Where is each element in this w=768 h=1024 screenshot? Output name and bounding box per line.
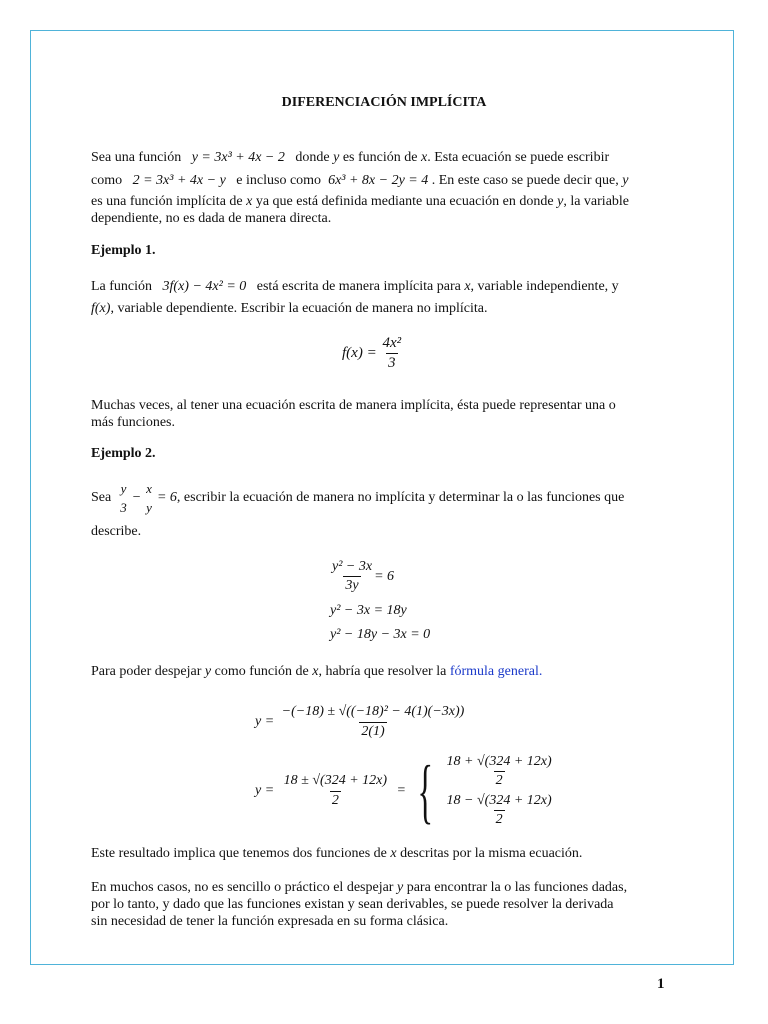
example-1-line-2: f(x), variable dependiente. Escribir la ecuación de manera no implícita. <box>91 301 488 316</box>
final-line-1: En muchos casos, no es sencillo o práctico el despejar y para encontrar la o las funciones dadas, <box>91 880 628 895</box>
final-line-2: por lo tanto, y dado que las funciones existan y sean derivables, se puede resolver la derivada <box>91 897 614 912</box>
quadratic-formula: y = $\frac{\text{−(−18) ± √((−18)² − 4(1)(−3x))}}{2(1)}$ <box>255 704 465 739</box>
paragraph-muchas-line-2: más funciones. <box>91 415 175 430</box>
example-2-step-1: $\frac{\text{y² − 3x}}{3y}$ = 6 <box>332 559 395 593</box>
equation-inline: y = 3x³ + 4x − 2 <box>191 150 285 165</box>
page-title: DIFERENCIACIÓN IMPLÍCITA <box>281 95 487 110</box>
example-2-line-1: Sea y 3 − x y = 6 , escribir la ecuación de manera no implícita y determinar la o las funciones que <box>91 481 625 515</box>
equation-inline: 2 = 3x³ + 4x − y <box>132 173 226 188</box>
example-2-line-2: describe. <box>91 524 142 539</box>
formula-general-link[interactable]: fórmula general. <box>449 664 543 679</box>
intro-line-3: es una función implícita de x ya que está definida mediante una ecuación en donde y, la variable <box>91 194 630 209</box>
left-brace: { <box>417 751 434 831</box>
page-number: 1 <box>657 976 665 992</box>
quadratic-solutions: y = $\frac{18 \pm √(324 + 12x)}{2}$ = { $\frac{18 + √(324 + 12x)}{2}$ $\frac{18 - √(324 + 12x)}{2}$ <box>255 751 552 831</box>
paragraph-muchas-line-1: Muchas veces, al tener una ecuación escrita de manera implícita, ésta puede representar una o <box>91 398 616 413</box>
example-1-equation: f(x) = $\frac{\text{4x²}}{3}$ <box>342 335 402 371</box>
final-line-3: sin necesidad de tener la función expresada en su forma clásica. <box>91 914 449 929</box>
resultado-line: Este resultado implica que tenemos dos funciones de x descritas por la misma ecuación. <box>91 846 583 861</box>
example-2-step-3: y² − 18y − 3x = 0 <box>330 627 431 642</box>
example-2-heading: Ejemplo 2. <box>91 446 156 461</box>
intro-line-1: Sea una función y = 3x³ + 4x − 2 donde y es función de x. Esta ecuación se puede escribir <box>91 150 610 165</box>
example-1-line-1: La función 3f(x) − 4x² = 0 está escrita de manera implícita para x, variable independiente, y <box>91 279 619 294</box>
equation-inline: 3f(x) − 4x² = 0 <box>162 279 247 294</box>
despejar-line: Para poder despejar y como función de x, habría que resolver la fórmula general. <box>91 664 543 679</box>
intro-line-2: como 2 = 3x³ + 4x − y e incluso como 6x³ + 8x − 2y = 4 . En este caso se puede decir que, y <box>91 173 629 188</box>
intro-line-4: dependiente, no es dada de manera directa. <box>91 211 332 226</box>
example-1-heading: Ejemplo 1. <box>91 243 156 258</box>
example-2-step-2: y² − 3x = 18y <box>330 603 407 618</box>
equation-inline: 6x³ + 8x − 2y = 4 <box>328 173 429 188</box>
